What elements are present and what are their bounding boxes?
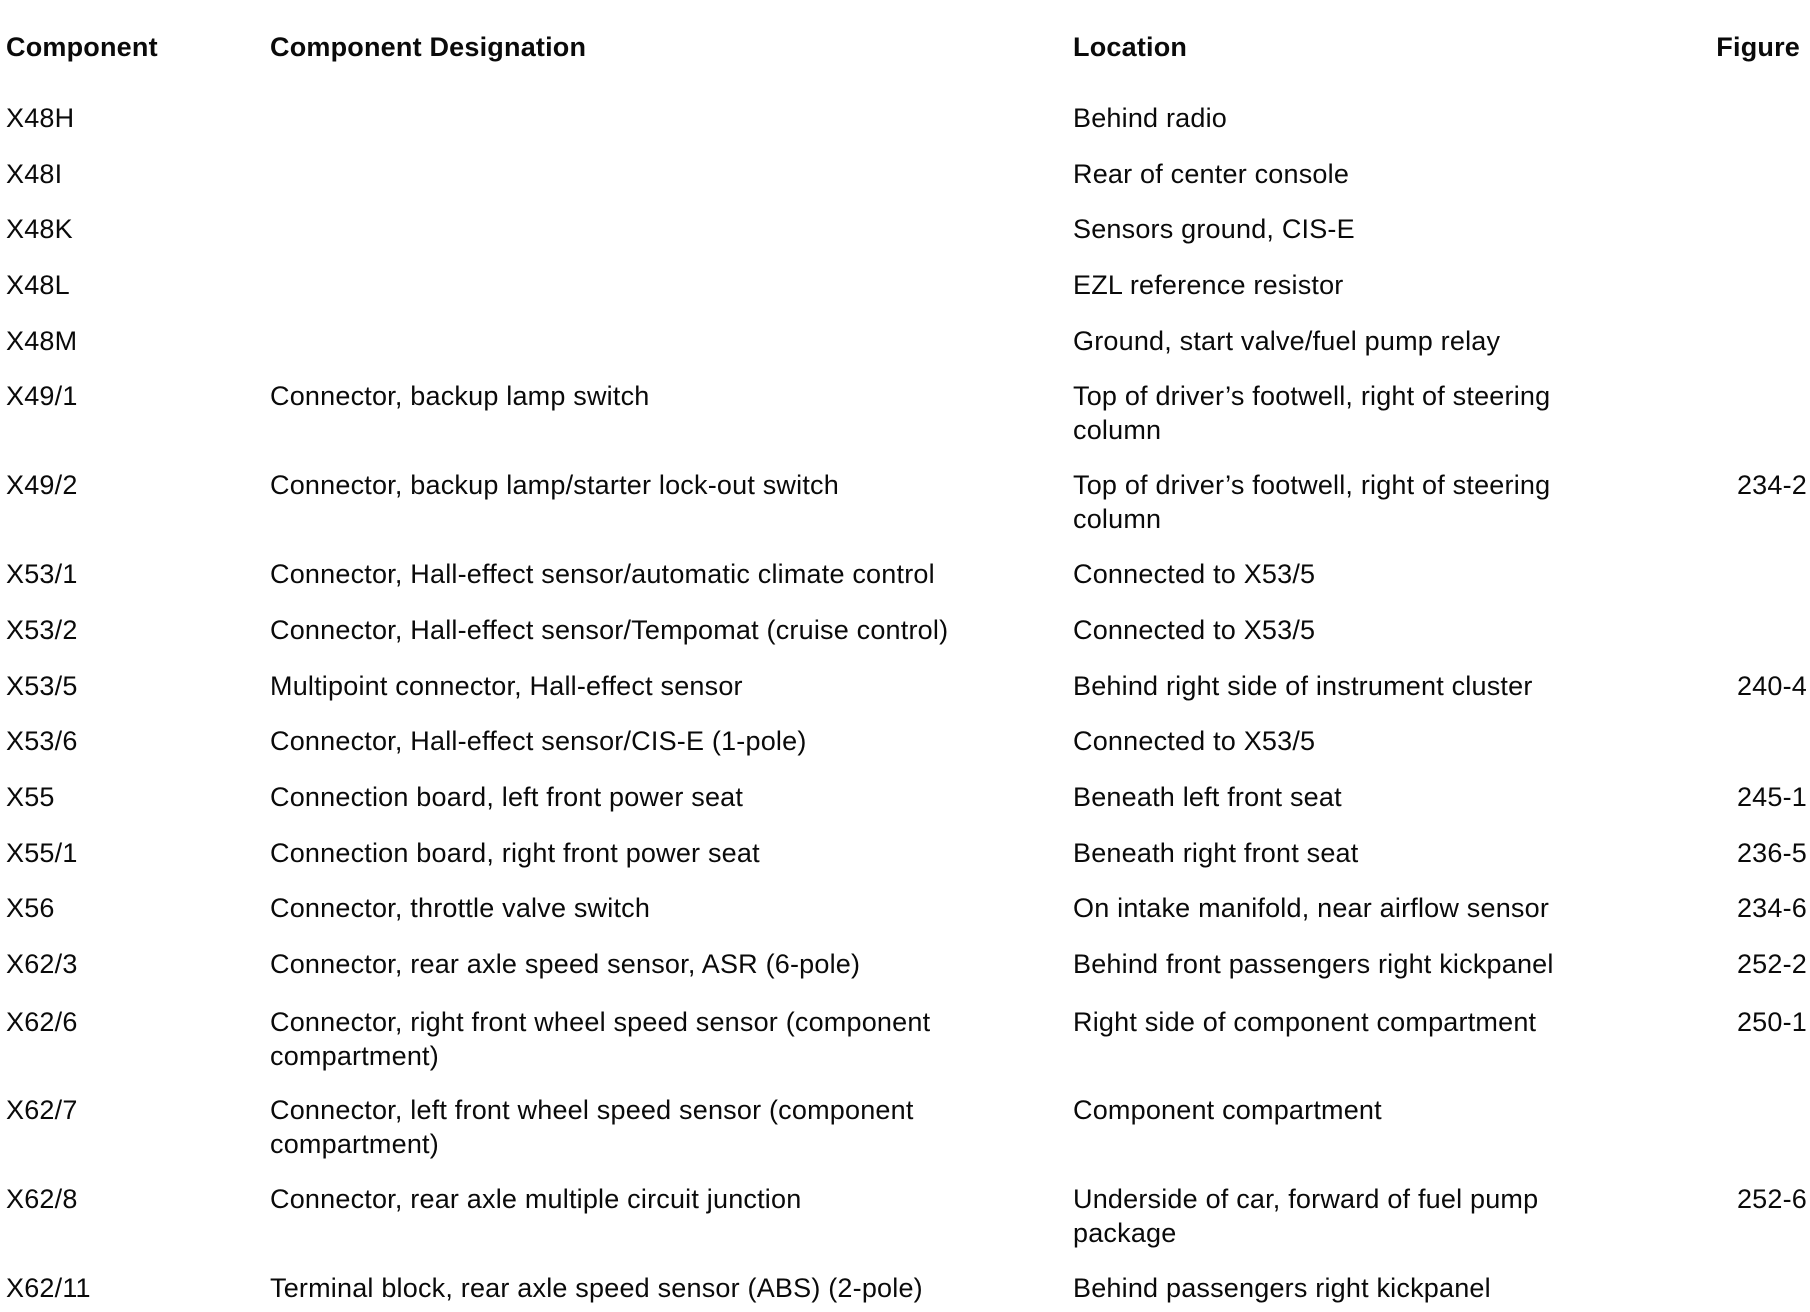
row-location: Beneath left front seat [1073,782,1342,812]
row-figure: 240-4 [1736,671,1807,701]
row-component: X48H [6,103,75,133]
row-component: X56 [6,893,55,923]
row-component: X55/1 [6,838,78,868]
row-location: Connected to X53/5 [1073,559,1316,589]
row-component: X55 [6,782,55,812]
row-location: Behind right side of instrument cluster [1073,671,1533,701]
row-figure: 234-6 [1736,893,1807,923]
row-component: X53/2 [6,615,78,645]
row-location: Right side of component compartment [1073,1007,1537,1037]
row-figure: 252-6 [1736,1184,1807,1214]
row-designation: Multipoint connector, Hall-effect sensor [270,671,743,701]
header-designation: Component Designation [270,32,587,62]
row-component: X49/1 [6,381,78,411]
row-location: Component compartment [1073,1095,1382,1125]
row-location: Behind front passengers right kickpanel [1073,949,1554,979]
row-designation: Connector, Hall-effect sensor/CIS-E (1-pole) [270,726,807,756]
header-location: Location [1073,32,1188,62]
row-designation: Connector, Hall-effect sensor/Tempomat (cruise control) [270,615,949,645]
row-designation: Connector, throttle valve switch [270,893,651,923]
row-component: X48L [6,270,70,300]
row-component: X48M [6,326,78,356]
row-location: Ground, start valve/fuel pump relay [1073,326,1501,356]
row-location: Connected to X53/5 [1073,615,1316,645]
row-figure: 236-5 [1736,838,1807,868]
row-location: Behind passengers right kickpanel [1073,1273,1491,1303]
row-location: On intake manifold, near airflow sensor [1073,893,1550,923]
row-designation: Connector, rear axle speed sensor, ASR (6-pole) [270,949,861,979]
row-figure: 234-2 [1736,470,1807,500]
header-component: Component [6,32,158,62]
row-component: X48K [6,214,73,244]
row-location: Beneath right front seat [1073,838,1359,868]
row-component: X53/1 [6,559,78,589]
row-figure: 250-1 [1736,1007,1807,1037]
row-location: Connected to X53/5 [1073,726,1316,756]
row-designation: Connector, backup lamp switch [270,381,650,411]
row-component: X62/11 [6,1273,91,1303]
row-location: Top of driver’s footwell, right of steering column [1073,381,1551,445]
row-location: Top of driver’s footwell, right of steering column [1073,470,1551,534]
row-designation: Terminal block, rear axle speed sensor (ABS) (2-pole) [270,1273,923,1303]
row-designation: Connection board, left front power seat [270,782,744,812]
row-component: X62/8 [6,1184,78,1214]
row-figure: 245-1 [1736,782,1807,812]
row-designation: Connection board, right front power seat [270,838,760,868]
row-location: EZL reference resistor [1073,270,1344,300]
row-component: X49/2 [6,470,78,500]
row-designation: Connector, left front wheel speed sensor (component compartment) [270,1095,914,1159]
row-component: X53/6 [6,726,78,756]
row-location: Sensors ground, CIS-E [1073,214,1355,244]
row-location: Behind radio [1073,103,1228,133]
row-component: X62/3 [6,949,78,979]
row-component: X62/6 [6,1007,78,1037]
row-location: Underside of car, forward of fuel pump package [1073,1184,1539,1248]
header-figure: Figure [1716,32,1800,62]
row-figure: 252-2 [1736,949,1807,979]
row-component: X53/5 [6,671,78,701]
row-designation: Connector, backup lamp/starter lock-out switch [270,470,839,500]
row-component: X48I [6,159,63,189]
row-designation: Connector, right front wheel speed sensor (component compartment) [270,1007,931,1071]
row-location: Rear of center console [1073,159,1350,189]
row-designation: Connector, Hall-effect sensor/automatic climate control [270,559,935,589]
row-component: X62/7 [6,1095,78,1125]
row-designation: Connector, rear axle multiple circuit junction [270,1184,802,1214]
